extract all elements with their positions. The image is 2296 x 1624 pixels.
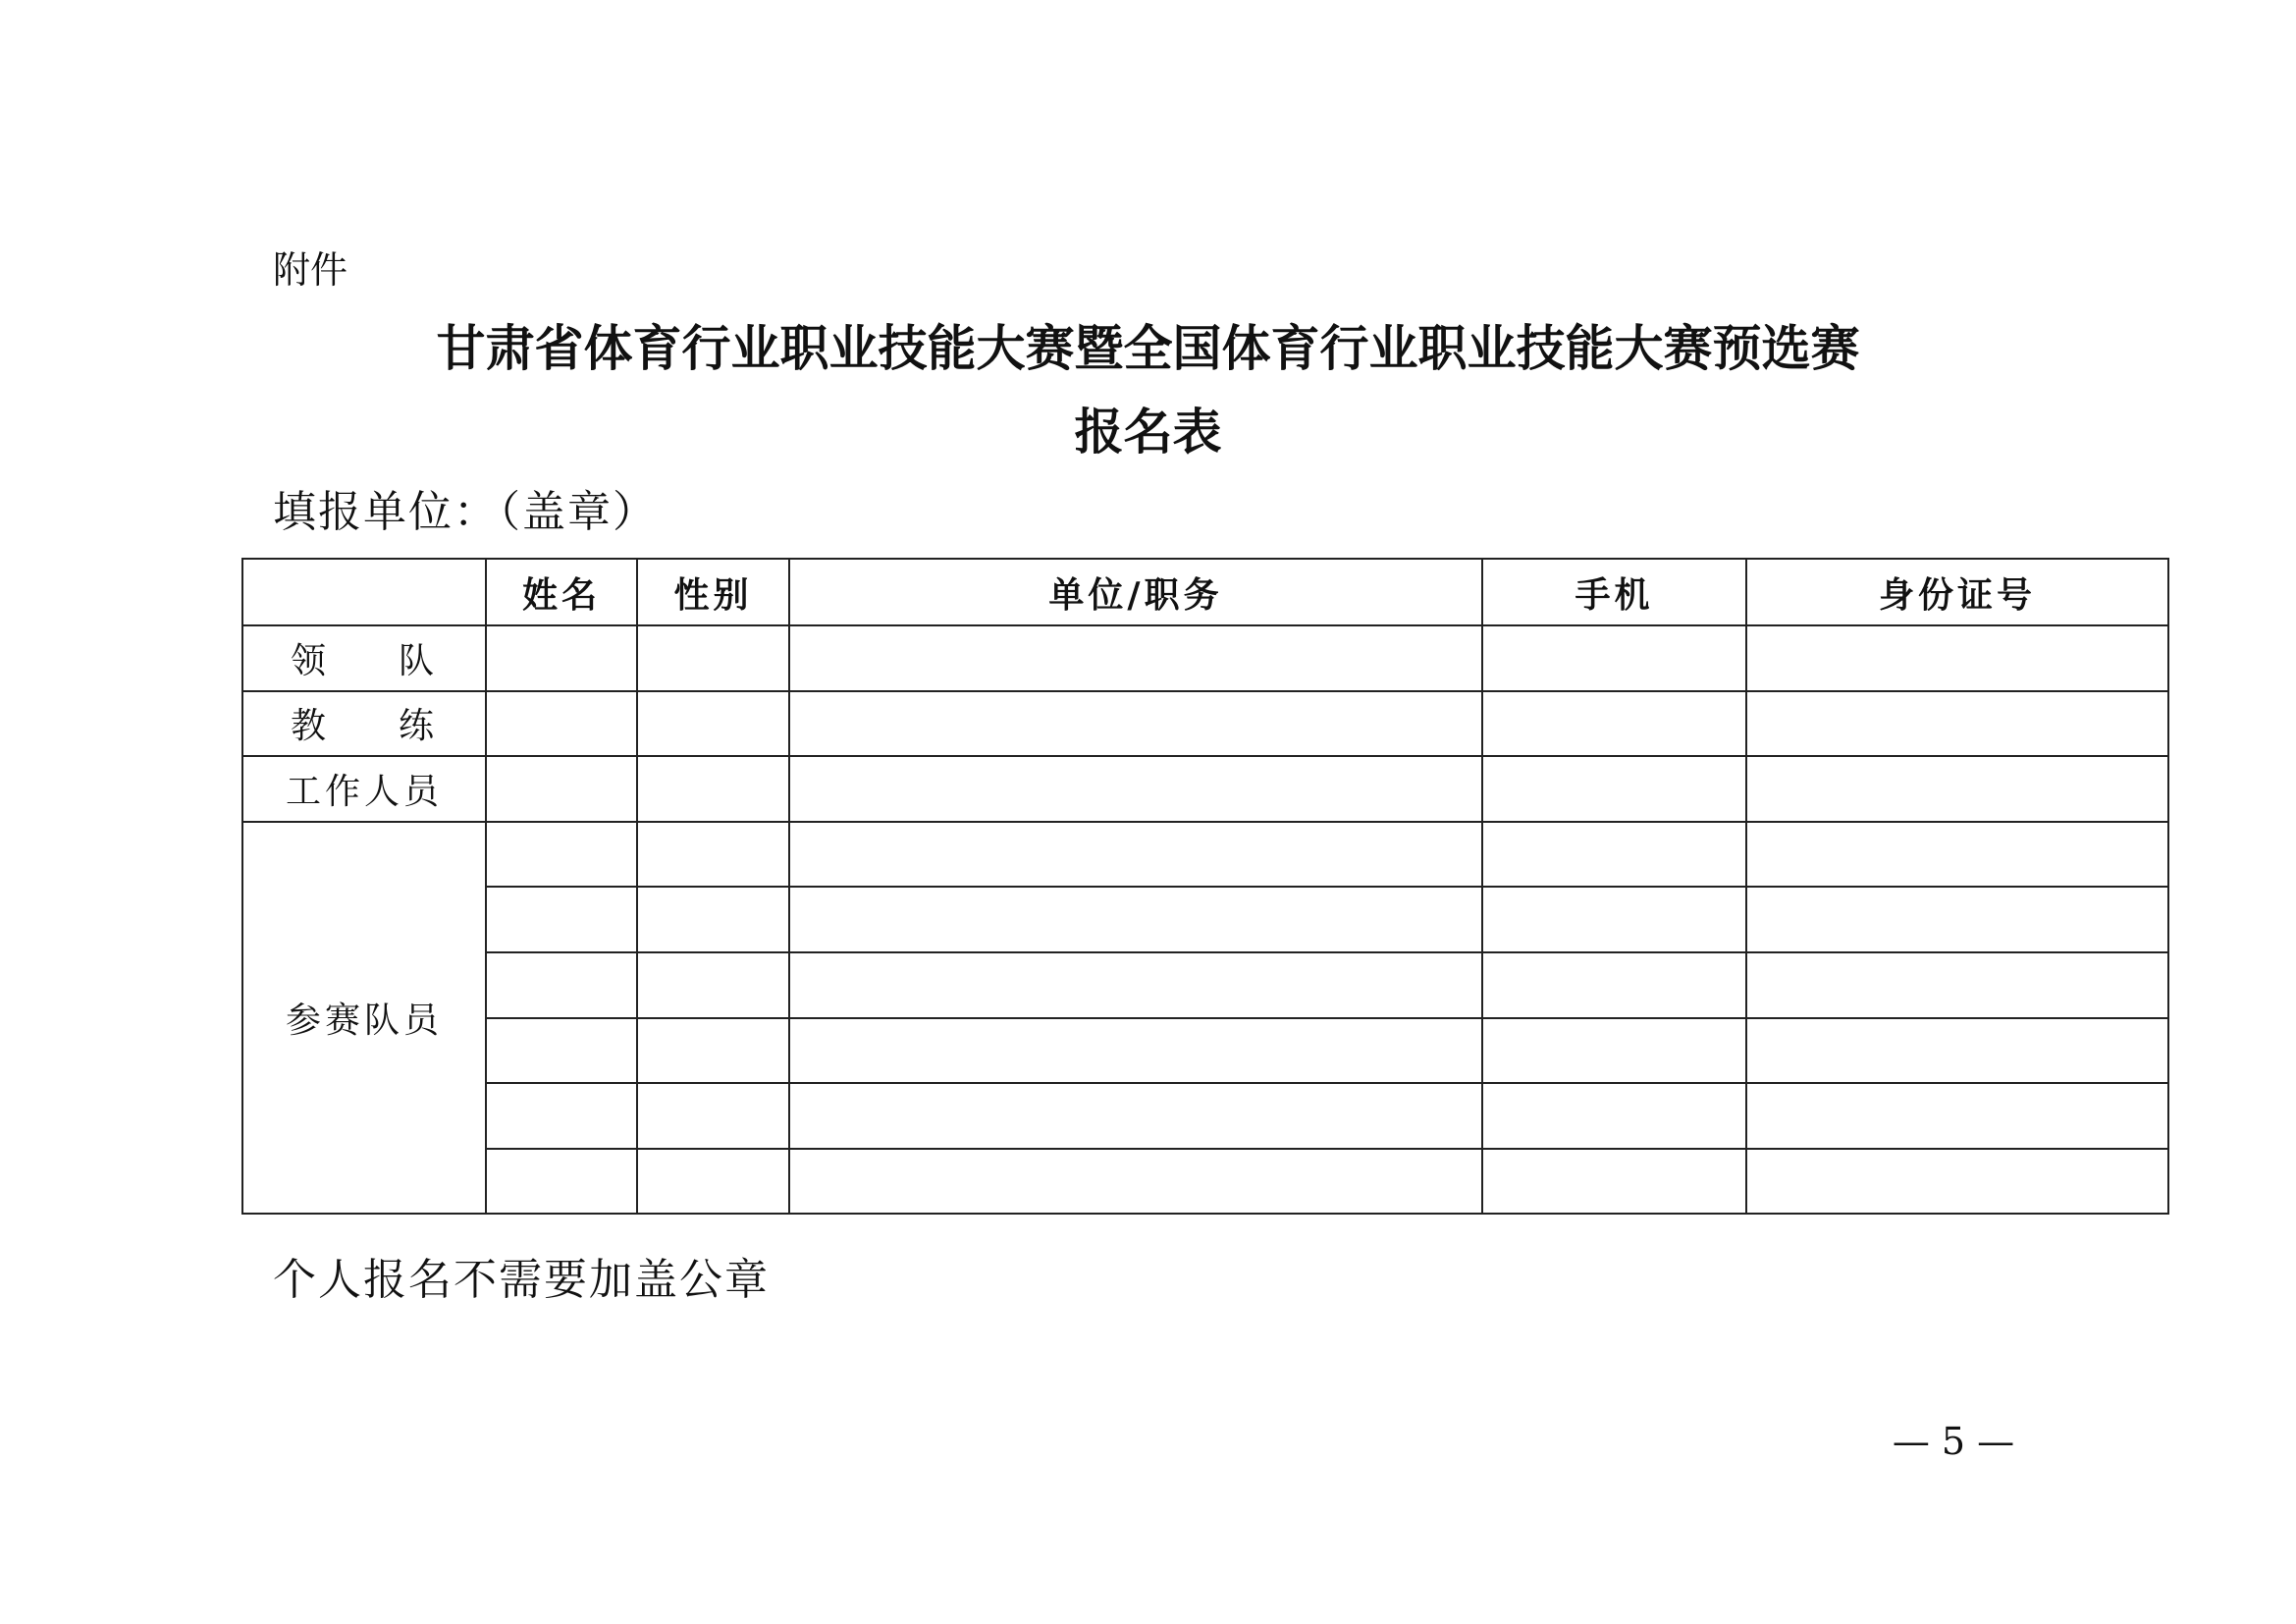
role-coach-char-1: 教 bbox=[291, 706, 331, 747]
table-row-player bbox=[242, 1149, 2168, 1215]
input-cell[interactable] bbox=[637, 1149, 789, 1215]
input-cell[interactable] bbox=[1482, 691, 1746, 757]
input-cell[interactable] bbox=[637, 1083, 789, 1149]
table-row-player bbox=[242, 952, 2168, 1018]
input-cell[interactable] bbox=[1746, 1018, 2168, 1084]
input-cell[interactable] bbox=[1746, 887, 2168, 952]
input-cell[interactable] bbox=[637, 1018, 789, 1084]
table-row-coach bbox=[242, 691, 2168, 757]
input-cell[interactable] bbox=[637, 691, 789, 757]
input-cell[interactable] bbox=[486, 756, 637, 822]
input-cell[interactable] bbox=[486, 691, 637, 757]
role-coach-char-2: 练 bbox=[398, 706, 438, 747]
input-cell[interactable] bbox=[637, 952, 789, 1018]
page-title: 甘肃省体育行业职业技能大赛暨全国体育行业职业技能大赛预选赛 bbox=[436, 319, 1860, 377]
filling-unit-label: 填报单位：（盖章） bbox=[273, 487, 658, 537]
input-cell[interactable] bbox=[1482, 822, 1746, 888]
role-leader bbox=[242, 625, 486, 691]
input-cell[interactable] bbox=[789, 887, 1482, 952]
input-cell[interactable] bbox=[789, 625, 1482, 691]
input-cell[interactable] bbox=[486, 625, 637, 691]
attachment-label: 附件 bbox=[273, 248, 348, 292]
input-cell[interactable] bbox=[789, 1083, 1482, 1149]
input-cell[interactable] bbox=[1746, 1083, 2168, 1149]
role-staff: 工作人员 bbox=[242, 756, 486, 822]
input-cell[interactable] bbox=[486, 1083, 637, 1149]
role-players: 参赛队员 bbox=[242, 822, 486, 1215]
input-cell[interactable] bbox=[637, 625, 789, 691]
input-cell[interactable] bbox=[1746, 822, 2168, 888]
header-name: 姓名 bbox=[486, 559, 637, 625]
table-row-player bbox=[242, 822, 2168, 888]
input-cell[interactable] bbox=[789, 952, 1482, 1018]
role-leader-char-1: 领 bbox=[291, 640, 331, 681]
footnote: 个人报名不需要加盖公章 bbox=[273, 1255, 770, 1305]
input-cell[interactable] bbox=[1746, 952, 2168, 1018]
input-cell[interactable] bbox=[486, 1149, 637, 1215]
input-cell[interactable] bbox=[486, 1018, 637, 1084]
header-gender: 性别 bbox=[637, 559, 789, 625]
input-cell[interactable] bbox=[789, 822, 1482, 888]
input-cell[interactable] bbox=[1482, 1018, 1746, 1084]
input-cell[interactable] bbox=[1746, 756, 2168, 822]
input-cell[interactable] bbox=[1482, 952, 1746, 1018]
input-cell[interactable] bbox=[1482, 1149, 1746, 1215]
input-cell[interactable] bbox=[789, 1149, 1482, 1215]
header-phone: 手机 bbox=[1482, 559, 1746, 625]
input-cell[interactable] bbox=[1746, 625, 2168, 691]
input-cell[interactable] bbox=[1746, 691, 2168, 757]
input-cell[interactable] bbox=[1746, 1149, 2168, 1215]
page-subtitle: 报名表 bbox=[1074, 403, 1222, 460]
input-cell[interactable] bbox=[1482, 887, 1746, 952]
header-unit-position: 单位/职务 bbox=[789, 559, 1482, 625]
role-coach bbox=[242, 691, 486, 757]
table-row-player bbox=[242, 1018, 2168, 1084]
input-cell[interactable] bbox=[789, 756, 1482, 822]
header-id-number: 身份证号 bbox=[1746, 559, 2168, 625]
input-cell[interactable] bbox=[486, 952, 637, 1018]
input-cell[interactable] bbox=[789, 1018, 1482, 1084]
registration-table bbox=[241, 558, 2169, 1215]
input-cell[interactable] bbox=[486, 822, 637, 888]
input-cell[interactable] bbox=[486, 887, 637, 952]
input-cell[interactable] bbox=[1482, 756, 1746, 822]
input-cell[interactable] bbox=[637, 756, 789, 822]
table-header-row bbox=[242, 559, 2168, 625]
table-row-player bbox=[242, 1083, 2168, 1149]
input-cell[interactable] bbox=[789, 691, 1482, 757]
table-row-player bbox=[242, 887, 2168, 952]
input-cell[interactable] bbox=[1482, 1083, 1746, 1149]
table-row-staff bbox=[242, 756, 2168, 822]
input-cell[interactable] bbox=[637, 887, 789, 952]
input-cell[interactable] bbox=[637, 822, 789, 888]
header-cell-blank bbox=[242, 559, 486, 625]
table-row-leader bbox=[242, 625, 2168, 691]
role-leader-char-2: 队 bbox=[398, 640, 438, 681]
page-number: — 5 — bbox=[1892, 1420, 2015, 1463]
input-cell[interactable] bbox=[1482, 625, 1746, 691]
